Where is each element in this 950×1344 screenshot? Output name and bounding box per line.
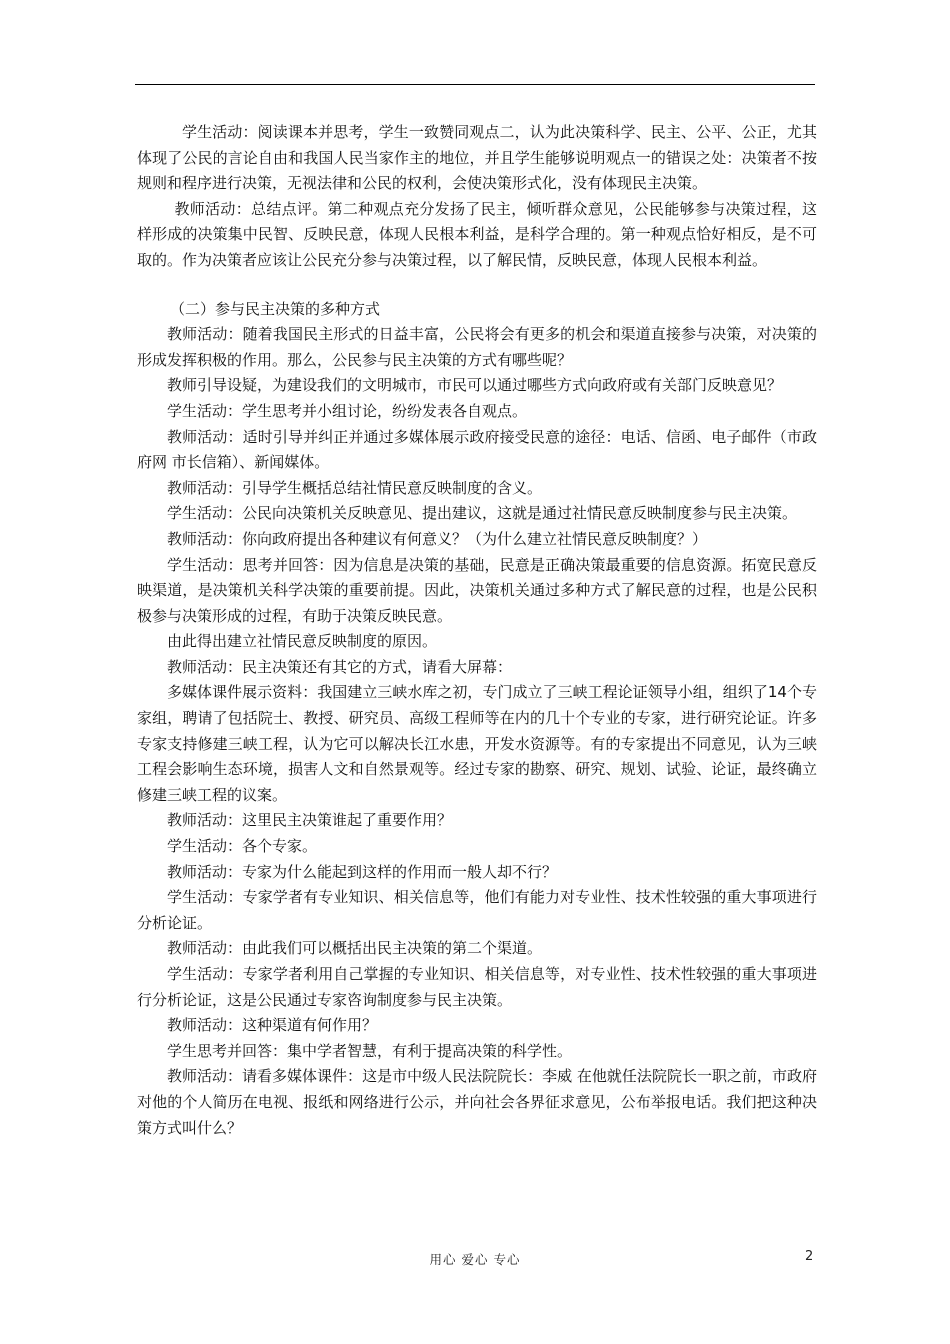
paragraph: 学生活动：公民向决策机关反映意见、提出建议，这就是通过社情民意反映制度参与民主决策。 [167,504,798,523]
paragraph: 教师活动：民主决策还有其它的方式，请看大屏幕： [167,657,513,676]
header-rule [135,84,815,85]
paragraph: 学生活动：学生思考并小组讨论，纷纷发表各自观点。 [167,401,528,420]
paragraph: 教师活动：总结点评。第二种观点充分发扬了民主，倾听群众意见，公民能够参与决策过程，这样形成的决策集中民智、反映民意，体现人民根本利益，是科学合理的。第一种观点恰好相反，是不可取的。作为决策者应该让公民充分参与决策过程，以了解民情，反映民意，体现人民根本利益。 [137,199,817,269]
paragraph: 多媒体课件展示资料：我国建立三峡水库之初，专门成立了三峡工程论证领导小组，组织了14个专家组，聘请了包括院士、教授、研究员、高级工程师等在内的几十个专业的专家，进行研究论证。许多专家支持修建三峡工程，认为它可以解决长江水患，开发水资源等。有的专家提出不同意见，认为三峡工程会影响生态环境，损害人文和自然景观等。经过专家的勘察、研究、规划、试验、论证，最终确立修建三峡工程的议案。 [137,683,817,804]
section-heading: （二）参与民主决策的多种方式 [170,299,381,318]
paragraph: 由此得出建立社情民意反映制度的原因。 [167,632,438,651]
paragraph: 学生活动：各个专家。 [167,837,318,856]
paragraph: 学生活动：专家学者有专业知识、相关信息等，他们有能力对专业性、技术性较强的重大事项进行分析论证。 [137,888,817,932]
paragraph: 教师引导设疑，为建设我们的文明城市，市民可以通过哪些方式向政府或有关部门反映意见？ [167,376,783,395]
paragraph: 教师活动：引导学生概括总结社情民意反映制度的含义。 [167,478,543,497]
paragraph: 教师活动：这里民主决策谁起了重要作用？ [167,811,453,830]
paragraph: 教师活动：专家为什么能起到这样的作用而一般人却不行？ [167,862,558,881]
paragraph: 教师活动：这种渠道有何作用？ [167,1016,378,1035]
paragraph: 学生思考并回答：集中学者智慧，有利于提高决策的科学性。 [167,1041,573,1060]
document-body [137,120,817,1141]
paragraph: 学生活动：思考并回答：因为信息是决策的基础，民意是正确决策最重要的信息资源。拓宽民意反映渠道，是决策机关科学决策的重要前提。因此，决策机关通过多种方式了解民意的过程，也是公民积极参与决策形成的过程，有助于决策反映民意。 [137,555,817,625]
paragraph: 教师活动：由此我们可以概括出民主决策的第二个渠道。 [167,939,543,958]
paragraph: 教师活动：请看多媒体课件：这是市中级人民法院院长：李威 在他就任法院院长一职之前，市政府对他的个人简历在电视、报纸和网络进行公示，并向社会各界征求意见，公布举报电话。我们把这种决策方式叫什么？ [137,1067,817,1137]
page-number: 2 [805,1249,814,1264]
paragraph: 教师活动：适时引导并纠正并通过多媒体展示政府接受民意的途径：电话、信函、电子邮件（市政府网 市长信箱）、新闻媒体。 [137,427,817,472]
paragraph: 学生活动：专家学者利用自己掌握的专业知识、相关信息等，对专业性、技术性较强的重大事项进行分析论证，这是公民通过专家咨询制度参与民主决策。 [137,965,817,1009]
paragraph: 学生活动：阅读课本并思考，学生一致赞同观点二，认为此决策科学、民主、公平、公正，尤其体现了公民的言论自由和我国人民当家作主的地位，并且学生能够说明观点一的错误之处：决策者不按规则和程序进行决策，无视法律和公民的权利，会使决策形式化，没有体现民主决策。 [137,123,817,193]
footer-motto: 用心 爱心 专心 [429,1252,521,1267]
paragraph: 教师活动：随着我国民主形式的日益丰富，公民将会有更多的机会和渠道直接参与决策，对决策的形成发挥积极的作用。那么，公民参与民主决策的方式有哪些呢？ [137,325,817,369]
paragraph: 教师活动：你向政府提出各种建议有何意义？（为什么建立社情民意反映制度？） [167,529,708,548]
